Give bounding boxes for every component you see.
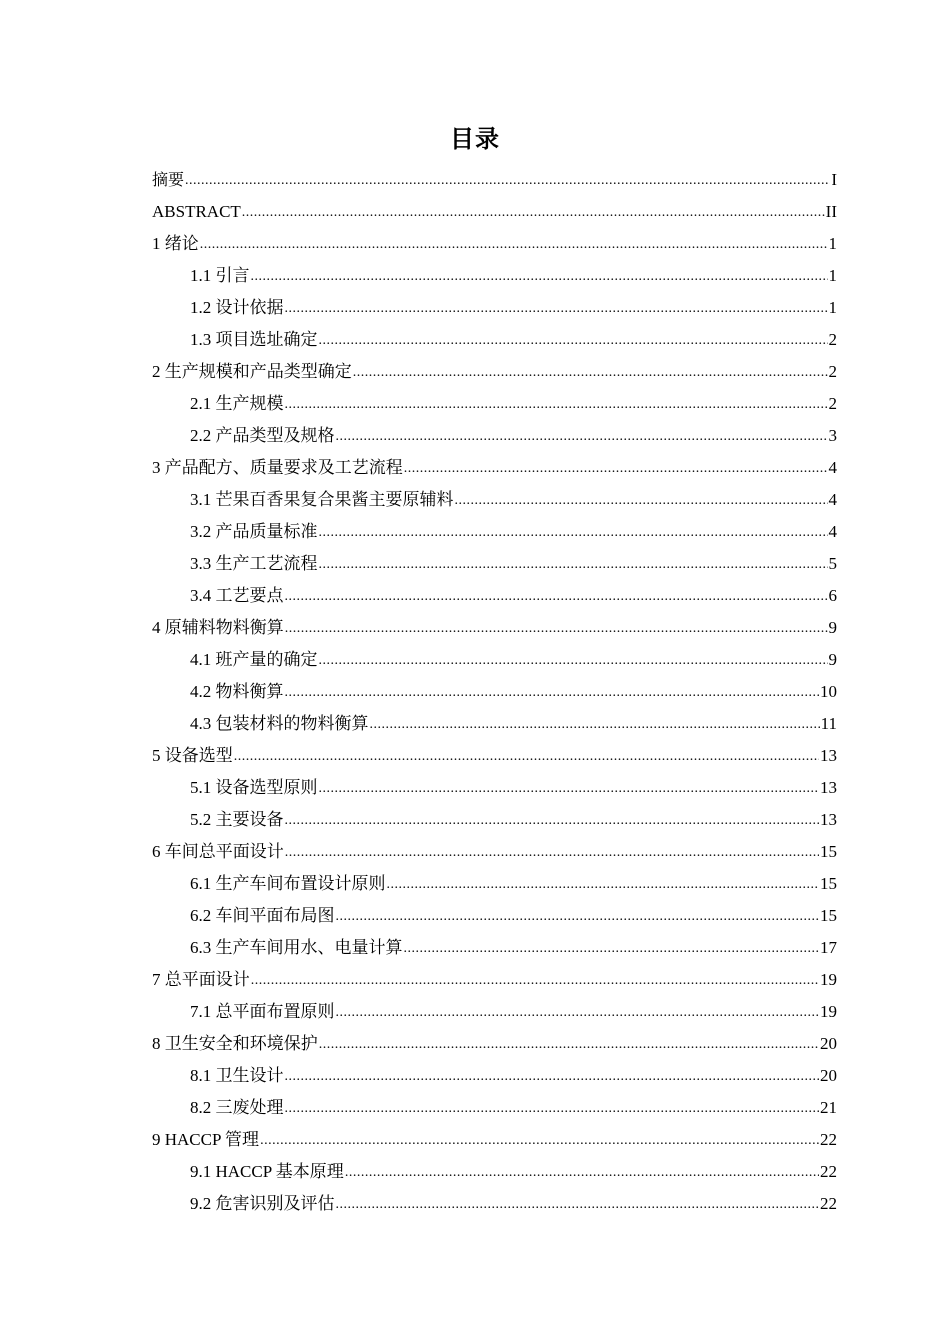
toc-entry-label: ABSTRACT <box>152 202 241 221</box>
toc-page-number: 2 <box>828 330 837 349</box>
toc-dot-leader <box>404 451 828 485</box>
toc-entry[interactable] <box>152 1124 837 1156</box>
toc-entry[interactable] <box>152 708 837 740</box>
toc-dot-leader <box>285 835 819 869</box>
toc-entry[interactable] <box>152 740 837 772</box>
toc-entry[interactable] <box>152 1156 837 1188</box>
toc-entry[interactable] <box>152 580 837 612</box>
toc-page-number: 19 <box>820 1002 837 1021</box>
toc-entry[interactable] <box>152 804 837 836</box>
toc-entry[interactable] <box>152 164 837 196</box>
toc-page-number: 5 <box>828 554 837 573</box>
toc-entry-label: 3.4 工艺要点 <box>190 586 284 605</box>
toc-entry-label: 2.1 生产规模 <box>190 394 284 413</box>
toc-dot-leader <box>285 675 820 709</box>
toc-dot-leader <box>285 291 828 325</box>
toc-entry[interactable] <box>152 964 837 996</box>
toc-page-number: 4 <box>828 490 837 509</box>
toc-entry[interactable] <box>152 452 837 484</box>
toc-entry-label: 5.1 设备选型原则 <box>190 778 318 797</box>
toc-entry-label: 4.1 班产量的确定 <box>190 650 318 669</box>
toc-entry[interactable] <box>152 868 837 900</box>
toc-entry[interactable] <box>152 516 837 548</box>
toc-entry-label: 4.2 物料衡算 <box>190 682 284 701</box>
toc-dot-leader <box>336 1187 820 1221</box>
toc-entry[interactable] <box>152 548 837 580</box>
toc-page-number: 3 <box>828 426 837 445</box>
toc-entry-label: 1 绪论 <box>152 234 199 253</box>
toc-page-number: 9 <box>828 618 837 637</box>
toc-page-number: 13 <box>820 746 837 765</box>
toc-entry-label: 5 设备选型 <box>152 746 233 765</box>
toc-dot-leader <box>370 707 820 741</box>
toc-page-number: 2 <box>828 362 837 381</box>
toc-page-number: 1 <box>828 234 837 253</box>
toc-entry[interactable] <box>152 1092 837 1124</box>
toc-entry[interactable] <box>152 836 837 868</box>
toc-entry[interactable] <box>152 1028 837 1060</box>
toc-entry-label: 9.2 危害识别及评估 <box>190 1194 335 1213</box>
toc-page-number: 13 <box>820 778 837 797</box>
toc-dot-leader <box>200 227 828 261</box>
toc-entry[interactable] <box>152 324 837 356</box>
toc-entry-label: 9.1 HACCP 基本原理 <box>190 1162 344 1181</box>
toc-entry[interactable] <box>152 196 837 228</box>
toc-entry-label: 4 原辅料物料衡算 <box>152 618 284 637</box>
toc-dot-leader <box>336 899 820 933</box>
toc-dot-leader <box>455 483 828 517</box>
toc-page-number: 19 <box>820 970 837 989</box>
toc-entry[interactable] <box>152 292 837 324</box>
table-of-contents <box>152 164 837 1220</box>
toc-dot-leader <box>319 515 828 549</box>
toc-dot-leader <box>251 963 819 997</box>
toc-entry-label: 8.1 卫生设计 <box>190 1066 284 1085</box>
toc-dot-leader <box>285 579 828 613</box>
toc-entry[interactable] <box>152 260 837 292</box>
toc-entry[interactable] <box>152 484 837 516</box>
toc-page-number: 10 <box>820 682 837 701</box>
toc-dot-leader <box>285 803 820 837</box>
toc-entry[interactable] <box>152 900 837 932</box>
toc-page-number: II <box>825 202 837 221</box>
toc-page-number: 9 <box>828 650 837 669</box>
toc-page-number: 20 <box>820 1066 837 1085</box>
toc-dot-leader <box>285 387 828 421</box>
toc-entry-label: 2 生产规模和产品类型确定 <box>152 362 352 381</box>
toc-entry-label: 7 总平面设计 <box>152 970 250 989</box>
toc-dot-leader <box>319 643 828 677</box>
toc-page-number: 22 <box>820 1130 837 1149</box>
toc-dot-leader <box>319 771 820 805</box>
toc-dot-leader <box>336 419 828 453</box>
toc-dot-leader <box>387 867 820 901</box>
toc-page-number: 1 <box>828 266 837 285</box>
toc-dot-leader <box>185 163 830 197</box>
toc-page-number: 17 <box>820 938 837 957</box>
toc-page-number: 15 <box>820 842 837 861</box>
toc-dot-leader <box>353 355 828 389</box>
toc-page-number: 13 <box>820 810 837 829</box>
toc-page-number: 15 <box>820 906 837 925</box>
toc-entry[interactable] <box>152 676 837 708</box>
toc-dot-leader <box>234 739 819 773</box>
toc-dot-leader <box>404 931 820 965</box>
toc-dot-leader <box>260 1123 819 1157</box>
toc-entry[interactable] <box>152 932 837 964</box>
toc-entry-label: 3.3 生产工艺流程 <box>190 554 318 573</box>
toc-dot-leader <box>285 611 828 645</box>
toc-entry-label: 6.2 车间平面布局图 <box>190 906 335 925</box>
toc-dot-leader <box>319 1027 819 1061</box>
toc-entry-label: 3 产品配方、质量要求及工艺流程 <box>152 458 403 477</box>
toc-entry-label: 2.2 产品类型及规格 <box>190 426 335 445</box>
toc-entry[interactable] <box>152 612 837 644</box>
toc-entry[interactable] <box>152 356 837 388</box>
toc-entry-label: 6.1 生产车间布置设计原则 <box>190 874 386 893</box>
toc-entry[interactable] <box>152 420 837 452</box>
toc-page-number: 22 <box>820 1162 837 1181</box>
toc-dot-leader <box>336 995 820 1029</box>
toc-page-number: 1 <box>828 298 837 317</box>
toc-page-number: 11 <box>820 714 837 733</box>
toc-entry-label: 6.3 生产车间用水、电量计算 <box>190 938 403 957</box>
toc-page-number: 22 <box>820 1194 837 1213</box>
toc-entry-label: 1.3 项目选址确定 <box>190 330 318 349</box>
toc-entry-label: 8 卫生安全和环境保护 <box>152 1034 318 1053</box>
toc-entry-label: 7.1 总平面布置原则 <box>190 1002 335 1021</box>
toc-entry-label: 5.2 主要设备 <box>190 810 284 829</box>
toc-entry-label: 8.2 三废处理 <box>190 1098 284 1117</box>
toc-entry[interactable] <box>152 996 837 1028</box>
toc-entry-label: 摘要 <box>152 170 185 189</box>
toc-dot-leader <box>242 195 825 229</box>
toc-entry-label: 1.2 设计依据 <box>190 298 284 317</box>
toc-entry[interactable] <box>152 1188 837 1220</box>
toc-page-number: 2 <box>828 394 837 413</box>
toc-entry[interactable] <box>152 228 837 260</box>
toc-entry-label: 6 车间总平面设计 <box>152 842 284 861</box>
toc-page-number: I <box>831 170 837 189</box>
toc-dot-leader <box>319 323 828 357</box>
page-title: 目录 <box>450 125 500 153</box>
toc-entry-label: 3.1 芒果百香果复合果酱主要原辅料 <box>190 490 454 509</box>
toc-entry-label: 9 HACCP 管理 <box>152 1130 260 1149</box>
toc-entry-label: 3.2 产品质量标准 <box>190 522 318 541</box>
toc-dot-leader <box>285 1091 820 1125</box>
toc-dot-leader <box>251 259 828 293</box>
toc-page-number: 4 <box>828 522 837 541</box>
toc-page-number: 21 <box>820 1098 837 1117</box>
toc-entry[interactable] <box>152 644 837 676</box>
toc-page-number: 4 <box>828 458 837 477</box>
toc-page-number: 20 <box>820 1034 837 1053</box>
toc-entry-label: 4.3 包装材料的物料衡算 <box>190 714 369 733</box>
toc-dot-leader <box>319 547 828 581</box>
toc-dot-leader <box>345 1155 819 1189</box>
toc-entry[interactable] <box>152 388 837 420</box>
toc-dot-leader <box>285 1059 820 1093</box>
toc-page-number: 15 <box>820 874 837 893</box>
toc-entry[interactable] <box>152 1060 837 1092</box>
toc-page-number: 6 <box>828 586 837 605</box>
toc-entry[interactable] <box>152 772 837 804</box>
toc-entry-label: 1.1 引言 <box>190 266 250 285</box>
